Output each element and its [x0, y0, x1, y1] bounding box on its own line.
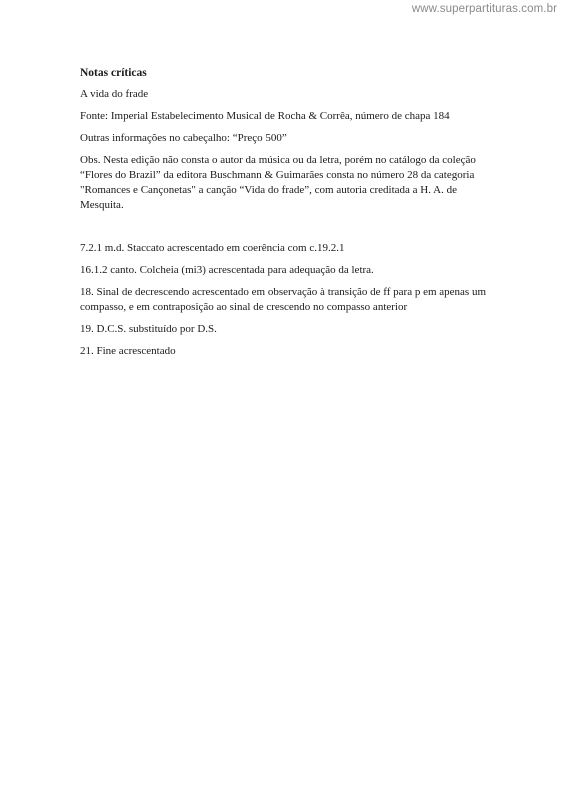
watermark: www.superpartituras.com.br [411, 3, 557, 15]
note-item: 19. D.C.S. substituído por D.S. [80, 323, 217, 335]
note-item: 18. Sinal de decrescendo acrescentado em observação à transição de ff para p em apenas um compasso, e em contraposição ao sinal de crescendo no compasso anterior [80, 286, 487, 313]
note-item: 7.2.1 m.d. Staccato acrescentado em coerência com c.19.2.1 [80, 242, 345, 254]
note-item: 21. Fine acrescentado [80, 345, 176, 357]
notes-content [80, 66, 490, 366]
page-title: Notas críticas [80, 67, 147, 79]
observation-paragraph: Obs. Nesta edição não consta o autor da música ou da letra, porém no catálogo da coleção “Flores do Brazil” da editora Buschmann & Guimarães consta no número 28 da categoria "Romances e Cançonetas" a canção “Vida do frade”, com autoria creditada a H. A. de Mesquita. [80, 154, 476, 211]
section-spacer [80, 220, 490, 241]
source-line: Fonte: Imperial Estabelecimento Musical de Rocha & Corrêa, número de chapa 184 [80, 110, 450, 122]
header-info-line: Outras informações no cabeçalho: “Preço 500” [80, 132, 287, 144]
note-item: 16.1.2 canto. Colcheia (mi3) acrescentada para adequação da letra. [80, 264, 374, 276]
piece-title: A vida do frade [80, 88, 149, 100]
